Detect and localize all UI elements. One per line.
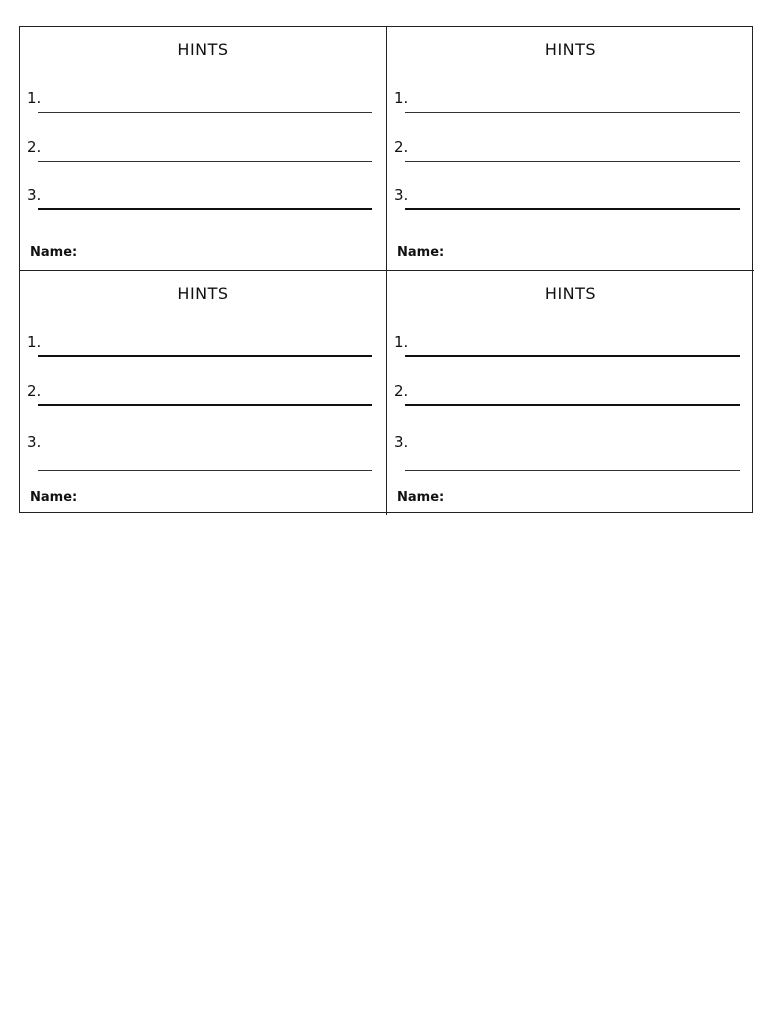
hint-line-3[interactable]: [27, 431, 372, 451]
hint-line-3[interactable]: [394, 431, 740, 451]
card-title: HINTS: [177, 284, 229, 303]
hint-card: [20, 27, 387, 271]
write-line: [405, 404, 740, 406]
hint-number: 1.: [27, 89, 42, 107]
name-label: Name:: [397, 490, 445, 505]
hint-line-2[interactable]: [394, 382, 740, 406]
hint-line-3[interactable]: [27, 186, 372, 210]
write-line: [38, 404, 372, 406]
hint-line-2[interactable]: [27, 138, 372, 162]
hint-number: 3.: [27, 186, 42, 204]
name-label: Name:: [397, 245, 445, 260]
name-label: Name:: [30, 490, 78, 505]
hint-card: [387, 27, 754, 271]
name-label: Name:: [30, 245, 78, 260]
hint-card: [20, 271, 387, 515]
hint-line-1[interactable]: [27, 89, 372, 113]
write-line: [405, 112, 740, 113]
write-line: [405, 470, 740, 471]
card-title: HINTS: [177, 40, 229, 59]
write-line: [405, 161, 740, 162]
hint-number: 1.: [394, 89, 409, 107]
hint-line-3[interactable]: [394, 186, 740, 210]
hint-line-1[interactable]: [27, 333, 372, 357]
hint-line-2[interactable]: [27, 382, 372, 406]
hint-number: 3.: [394, 433, 409, 451]
card-title: HINTS: [544, 40, 597, 59]
write-line: [38, 112, 372, 113]
hint-line-1[interactable]: [394, 333, 740, 357]
hint-line-1[interactable]: [394, 89, 740, 113]
hint-number: 2.: [394, 382, 409, 400]
hint-number: 1.: [27, 333, 42, 351]
card-title: HINTS: [544, 284, 597, 303]
hint-number: 2.: [27, 382, 42, 400]
write-line: [405, 208, 740, 210]
hint-card: [387, 271, 754, 515]
hint-number: 3.: [27, 433, 42, 451]
hint-number: 1.: [394, 333, 409, 351]
hint-number: 2.: [27, 138, 42, 156]
write-line: [38, 470, 372, 471]
hint-number: 3.: [394, 186, 409, 204]
write-line: [405, 355, 740, 357]
hint-line-2[interactable]: [394, 138, 740, 162]
hints-sheet: [19, 26, 753, 513]
write-line: [38, 208, 372, 210]
write-line: [38, 355, 372, 357]
hint-number: 2.: [394, 138, 409, 156]
write-line: [38, 161, 372, 162]
